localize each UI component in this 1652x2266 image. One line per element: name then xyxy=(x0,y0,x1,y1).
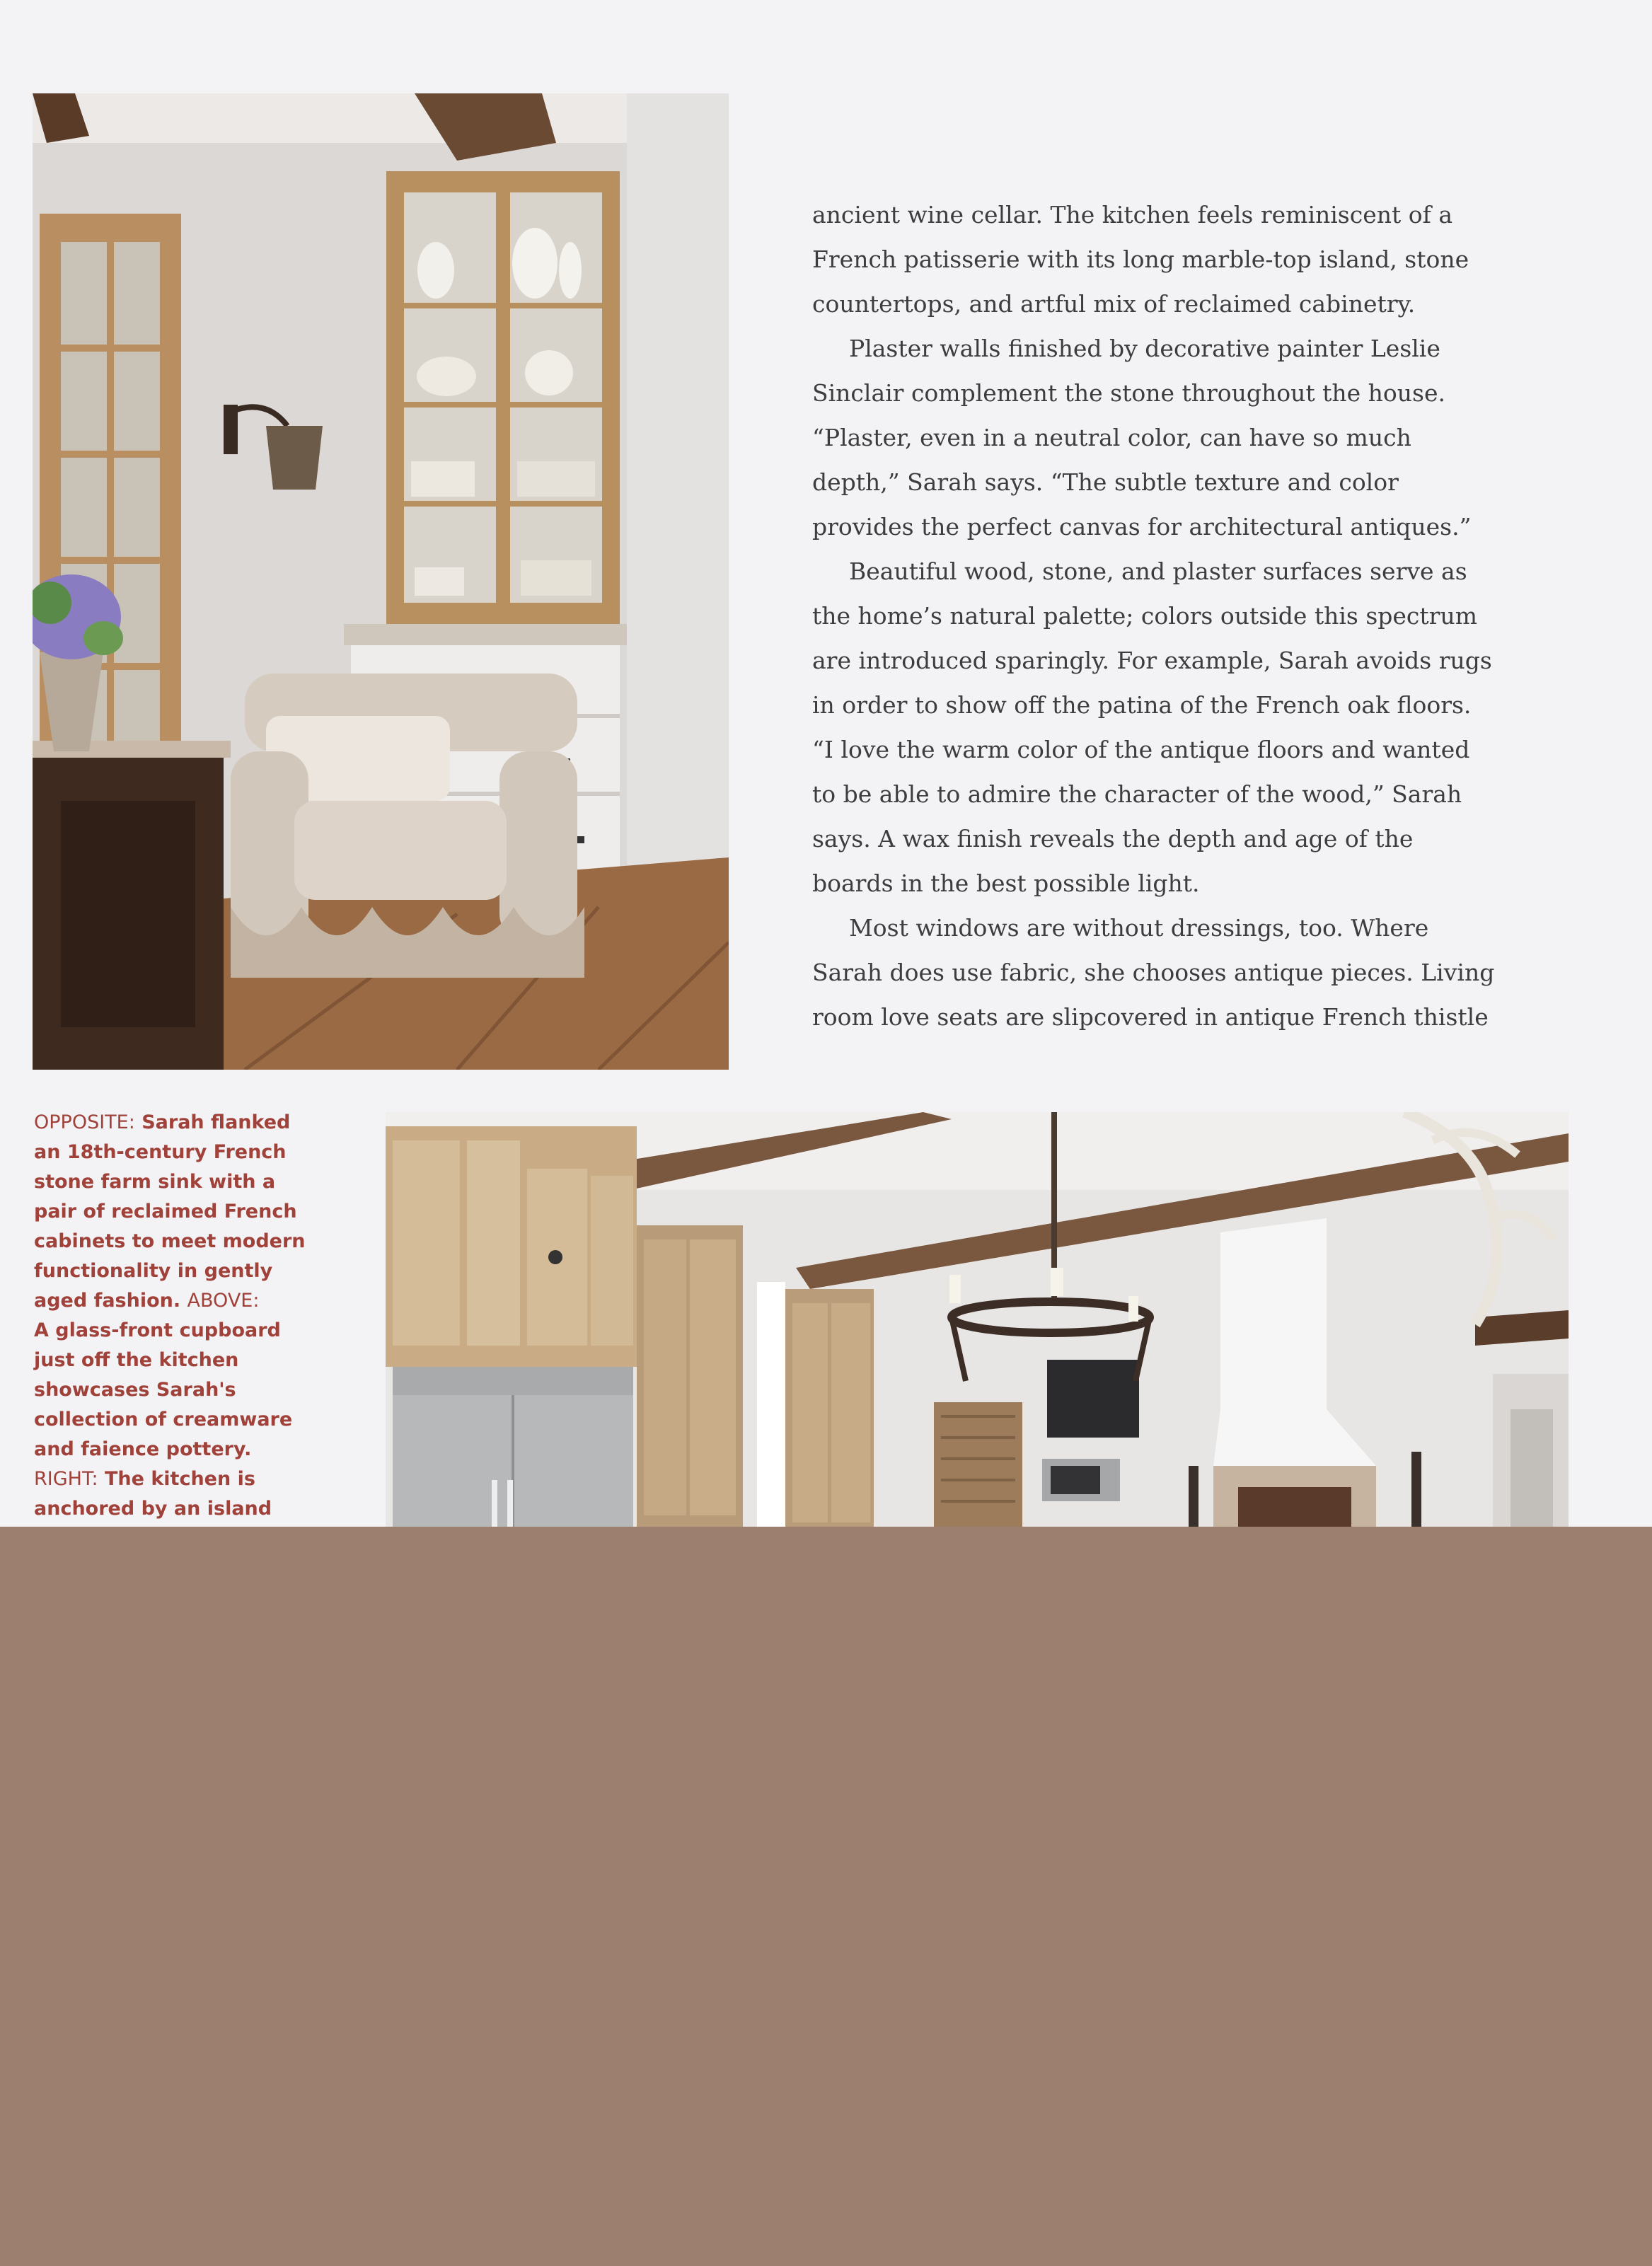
text-line: to be able to admire the character of the wood,” Sarah xyxy=(812,780,1462,808)
text-line: Plaster walls finished by decorative painter Leslie xyxy=(849,335,1440,362)
caption-label: ABOVE: xyxy=(187,1290,260,1312)
photo-caption xyxy=(34,1108,366,1524)
caption-line xyxy=(34,1405,366,1435)
text-line: Beautiful wood, stone, and plaster surfaces serve as xyxy=(849,557,1467,585)
caption-line xyxy=(34,1435,366,1464)
text-line: provides the perfect canvas for architectural antiques.” xyxy=(812,513,1472,541)
caption-text: cabinets to meet modern xyxy=(34,1230,306,1252)
text-line: are introduced sparingly. For example, Sarah avoids rugs xyxy=(812,647,1492,674)
text-line: room love seats are slipcovered in antique French thistle xyxy=(812,1003,1489,1031)
article-body-text xyxy=(812,192,1495,1039)
text-line: Most windows are without dressings, too. Where xyxy=(849,914,1429,942)
caption-text: The kitchen is xyxy=(98,1468,255,1490)
caption-line xyxy=(34,1197,366,1227)
body-paragraph xyxy=(812,192,1477,326)
text-line: in order to show off the patina of the French oak floors. xyxy=(812,691,1472,719)
glass-front-cupboard-photo xyxy=(33,93,729,1070)
caption-line xyxy=(34,1167,366,1197)
caption-text: anchored by an island xyxy=(34,1498,272,1520)
body-paragraph xyxy=(812,326,1477,549)
caption-line xyxy=(34,1227,366,1256)
text-line: French patisserie with its long marble-top island, stone xyxy=(812,245,1469,273)
caption-text: A glass-front cupboard xyxy=(34,1319,281,1341)
body-paragraph xyxy=(812,906,1495,1039)
caption-line xyxy=(34,1375,366,1405)
caption-label: RIGHT: xyxy=(34,1468,98,1490)
text-line: ancient wine cellar. The kitchen feels reminiscent of a xyxy=(812,201,1453,229)
caption-line xyxy=(34,1346,366,1375)
caption-text: just off the kitchen xyxy=(34,1349,239,1371)
text-line: “Plaster, even in a neutral color, can have so much xyxy=(812,424,1411,451)
caption-text: showcases Sarah's xyxy=(34,1379,236,1401)
text-line: says. A wax finish reveals the depth and age of the xyxy=(812,825,1414,852)
kitchen-photo xyxy=(386,1112,1569,1527)
caption-line xyxy=(34,1256,366,1286)
caption-line xyxy=(34,1464,366,1494)
caption-text: stone farm sink with a xyxy=(34,1171,276,1193)
caption-label: OPPOSITE: xyxy=(34,1111,135,1133)
text-line: Sarah does use fabric, she chooses antique pieces. Living xyxy=(812,959,1495,986)
caption-text: functionality in gently xyxy=(34,1260,273,1282)
text-line: Sinclair complement the stone throughout the house. xyxy=(812,379,1446,407)
body-paragraph xyxy=(812,549,1492,906)
caption-line xyxy=(34,1138,366,1167)
text-line: the home’s natural palette; colors outside this spectrum xyxy=(812,602,1478,630)
text-line: boards in the best possible light. xyxy=(812,869,1200,897)
caption-text: Sarah flanked xyxy=(134,1111,291,1133)
caption-line xyxy=(34,1108,366,1138)
text-line: “I love the warm color of the antique floors and wanted xyxy=(812,736,1470,763)
text-line: depth,” Sarah says. “The subtle texture and color xyxy=(812,468,1399,496)
caption-text: pair of reclaimed French xyxy=(34,1201,297,1222)
caption-line xyxy=(34,1494,366,1524)
text-line: countertops, and artful mix of reclaimed cabinetry. xyxy=(812,290,1416,318)
caption-text: and faience pottery. xyxy=(34,1438,252,1460)
caption-text: an 18th-century French xyxy=(34,1141,287,1163)
caption-line xyxy=(34,1286,366,1316)
caption-line xyxy=(34,1316,366,1346)
caption-text: aged fashion. xyxy=(34,1290,187,1312)
caption-text: collection of creamware xyxy=(34,1409,293,1430)
